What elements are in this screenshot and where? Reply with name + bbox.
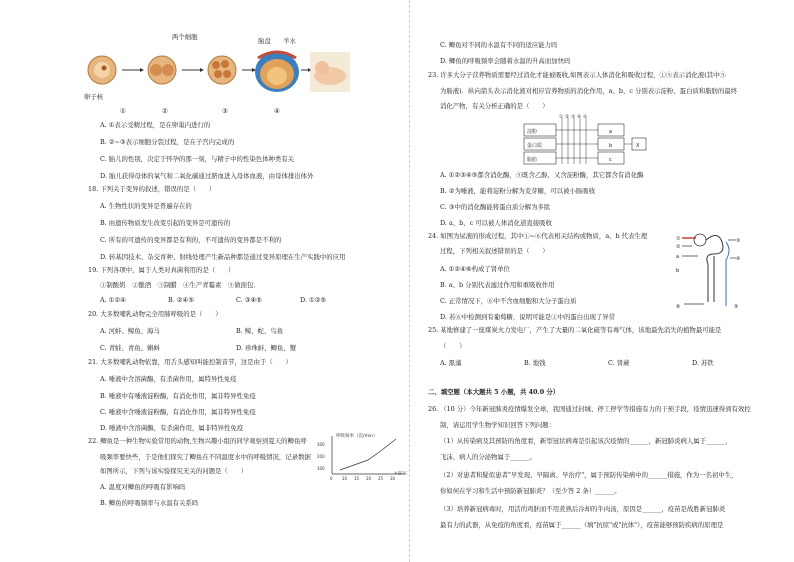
q22-xtick-30: 30: [390, 476, 396, 481]
q21-option-a: A. 唾液中含溶菌酶，有杀菌作用，属特异性免疫: [100, 375, 237, 383]
q18-option-d: D. 转基因技术、杂交育种、射线处理产生新品种都是通过变异原理在生产实践中的应用: [100, 253, 346, 261]
q25-option-d: D. 苏铁: [692, 359, 714, 367]
q22-option-b: B. 鲫鱼的呼吸频率与水温有关系吗: [100, 499, 199, 507]
q22-chart-title: 呼吸频率（次/min）: [336, 434, 378, 439]
q23-line-1: 23. 许多大分子营养物质需要经过消化才能被吸收,如图表示人体消化和吸收过程，①⑤表示消化液(其中⑤: [428, 71, 726, 79]
q23-out-c: c: [609, 157, 612, 163]
fig-number-2: ②: [162, 107, 168, 115]
q26-line-1: 26. （10 分）今年新冠肺炎疫情爆发全球，我国通过封城、停工停学等措施有力的干预手段，疫情迅速得到有效控: [428, 405, 751, 413]
q23-col-2: ②: [565, 115, 570, 120]
q23-diagram-svg: [508, 114, 658, 168]
q22-chart: [312, 430, 412, 484]
q23-option-c: C. ③中的消化酶能将蛋白质分解为多肽: [440, 203, 551, 211]
q24-option-c: C. 正常情况下，⑥中不含血细胞和大分子蛋白质: [440, 297, 577, 305]
q22-ytick-200: 200: [317, 454, 325, 459]
q22-ytick-100: 100: [317, 466, 325, 471]
q22-line-3: 如图所示，下列与该实验探究无关的问题是（ ）: [100, 467, 247, 475]
q18-option-a: A. 生物性状的变异是普遍存在的: [100, 202, 192, 210]
q23-col-5: ⑤: [583, 115, 588, 120]
q19-items: ①制酸奶 ②酿酒 ③制醋 ④生产青霉素 ⑤做面包．: [100, 281, 260, 289]
q22-x-unit: 水温/°C: [394, 471, 407, 475]
q19-option-a: A. ①②④: [100, 296, 126, 304]
q23-col-3: ③: [571, 115, 576, 120]
q23-row-fat: 脂肪: [527, 157, 538, 163]
q24-label-b: b: [676, 268, 680, 274]
q24-vein: [726, 242, 729, 306]
q22-line-2: 吸频率要快些，于是他们探究了鲫鱼在不同温度水中的呼吸情况，记录数据: [100, 453, 311, 461]
q18-stem: 18. 下列关于变异的叙述，错误的是（ ）: [88, 185, 216, 193]
q25-option-b: B. 地钱: [524, 359, 546, 367]
q21-option-b: B. 唾液中有唾液淀粉酶，有消化作用，属非特异性免疫: [100, 392, 256, 400]
q24-label-1: ①: [676, 236, 681, 242]
q23-digestion-diagram: [508, 114, 658, 168]
q20-option-d: D. 珍珠蚌、鲫鱼、蟹: [236, 344, 297, 352]
q23-option-b: B. ②为唾液，能将淀粉分解为麦芽糖，可以被小肠吸收: [440, 187, 596, 195]
q22-option-c: C. 鲫鱼对不同的水温有不同的适应能力吗: [440, 41, 558, 49]
q24-label-2: ②: [676, 244, 681, 250]
q20-option-a: A. 河蚌、鲸鱼、海马: [100, 327, 160, 335]
q24-line-1: 24. 如图为尿液的形成过程，其中①~⑥代表相关结构或物质，a、b 代表生理: [428, 232, 648, 240]
egg-nucleus-shape: [94, 62, 110, 78]
q23-col-1: ①: [559, 115, 564, 120]
q24-option-a: A. ①②④⑥构成了肾单位: [440, 265, 510, 273]
q24-glomerulus: [694, 234, 706, 246]
q22-line-1: 22. 鲫鱼是一种生物实验常用的动物,生物兴趣小组的同学观察到夏天的鲫鱼呼: [88, 437, 307, 445]
q23-out-a: a: [609, 129, 613, 135]
fig-number-4: ④: [274, 107, 280, 115]
q20-stem: 20. 大多数哺乳动物完全用肺呼吸的是（ ）: [88, 310, 222, 318]
fig-label-amniotic: 羊水: [283, 37, 296, 45]
q20-option-c: C. 青蛙、青鱼、蝌蚪: [100, 344, 160, 352]
q22-ytick-300: 300: [317, 442, 325, 447]
fig-number-1: ①: [120, 107, 126, 115]
q21-stem: 21. 大多数哺乳动物依靠，用舌头感知叫能控制音节，这是由于（ ）: [88, 358, 292, 366]
q26-line-4: 飞沫、病人的分泌物属于______。: [440, 453, 536, 461]
q26-line-8: 最有力的武器，从免疫的角度看，疫苗属于______（填"抗原"或"抗体"），疫苗能够预防疾病的原理是: [440, 521, 724, 529]
cell-a-shape: [150, 64, 162, 76]
q24-label-6: ⑥: [676, 304, 681, 310]
q24-option-d: D. 若⑥中检测到有葡萄糖，说明可能是①中的蛋白出现了异常: [440, 313, 616, 321]
q26-line-5: （2）对患者和疑似患者"早发现、早隔离、早治疗"，属于预防传染病中的______措施，作为一名初中生，: [440, 471, 738, 479]
q25-option-c: C. 肾蕨: [608, 359, 630, 367]
q22-xtick-25: 25: [378, 476, 384, 481]
morula-shape: [208, 56, 236, 84]
q18-option-c: C. 所有的可遗传的变异都是有利的，不可遗传的变异都是不利的: [100, 236, 282, 244]
embryo-development-figure: [82, 33, 352, 118]
q19-option-d: D. ①②⑤: [300, 296, 327, 304]
q24-nephron-svg: [674, 228, 744, 314]
q26-line-2: 制，请运用学生物学知识回答下列问题：: [440, 421, 556, 429]
q23-row-starch: 淀粉: [527, 129, 538, 135]
q19-option-c: C. ③④⑤: [236, 296, 262, 304]
q25-line-1: 25. 某地修建了一座煤炭火力发电厂，产生了大量的二氧化硫等有毒气体，该地最先消失的植物最可能是: [428, 326, 722, 334]
q24-label-5: ⑤: [734, 304, 739, 310]
q22-option-a: A. 温度对鲫鱼的呼吸有影响吗: [100, 483, 186, 491]
q23-line-2: 为肠液)．纵向箭头表示消化液对相应营养物质的消化作用，a、b、c 分别表示淀粉、蛋白质和脂肪的最终: [440, 87, 738, 95]
q23-out-b: b: [609, 143, 613, 149]
q26-line-3: （1）从传染病及其预防的角度看，新型冠状病毒是引起该次疫情的______，新冠肺炎病人属于______，: [440, 437, 732, 445]
q21-option-c: C. 唾液中含唾液淀粉酶，有消化作用，属非特异性免疫: [100, 408, 256, 416]
q24-option-b: B. a、b 分别代表滤过作用和重吸收作用: [440, 281, 555, 289]
fig-label-two-cells: 两个细胞: [172, 33, 198, 41]
section-title-fill-in: 二、填空题（本大题共 5 小题，共 40.0 分）: [428, 388, 560, 396]
fig-number-3: ③: [222, 107, 228, 115]
q24-label-4: ④: [736, 256, 741, 262]
q26-line-6: 你如何在学习和生活中预防新冠肺炎？（至少答 2 条）______。: [440, 487, 621, 495]
q22-option-d: D. 鲫鱼的呼吸频率会随着水温的升高而加快吗: [440, 57, 571, 65]
q22-xtick-10: 10: [342, 476, 348, 481]
q22-xtick-0: 0: [330, 476, 333, 481]
q23-option-a: A. ①②③④⑤都含消化酶，⑤既含乙醇，又含淀粉酶，其它都含有消化酶: [440, 171, 644, 179]
q22-xtick-15: 15: [354, 476, 360, 481]
cell-b-shape: [162, 64, 174, 76]
q22-chart-svg: [312, 430, 412, 484]
q17-option-b: B. ②~③表示细胞分裂过程，是在子宫内完成的: [100, 138, 235, 146]
q24-label-a: a: [676, 254, 680, 260]
q23-line-3: 消化产物，有关分析正确的是（ ）: [440, 102, 549, 110]
q17-option-a: A. ①表示受精过程，是在卵巢内进行的: [100, 121, 211, 129]
q20-option-b: B. 鲸、蛇、鸟鱼: [236, 327, 284, 335]
q24-nephron-figure: [674, 228, 744, 314]
q23-col-4: ④: [577, 115, 582, 120]
q18-option-b: B. 由遗传物质发生改变引起的变异是可遗传的: [100, 219, 231, 227]
fig-label-egg: 卵子核: [84, 93, 104, 101]
q23-row-protein: 蛋白质: [527, 143, 543, 149]
q25-option-a: A. 黑藻: [440, 359, 462, 367]
baby-head-shape: [315, 61, 329, 75]
q23-option-d: D. a、b、c 可以被人体消化道直接吸收: [440, 219, 552, 227]
q17-option-c: C. 胎儿的性别，决定于怀孕的那一刻，与精子中的性染色体种类有关: [100, 155, 295, 163]
q22-xtick-20: 20: [366, 476, 372, 481]
q21-option-d: D. 唾液中含溶菌酶，有杀菌作用，属非特异性免疫: [100, 424, 244, 432]
q17-option-d: D. 胎儿获得母体的氧气和二氧化碳通过脐血进入母体血液，由母体排出体外: [100, 172, 314, 180]
q25-line-2: （ ）: [440, 342, 466, 350]
q19-stem: 19. 下列各项中，属于人类对真菌利用的是（ ）: [88, 266, 235, 274]
q23-out-x: X: [636, 143, 640, 149]
q24-label-3: ③: [736, 238, 741, 244]
q22-curve: [340, 439, 396, 470]
q19-option-b: B. ②④⑤: [168, 296, 194, 304]
egg-core-shape: [102, 66, 107, 71]
fig-label-placenta: 胎盘: [258, 37, 271, 45]
q24-line-2: 过程，下列相关叙述错误的是（ ）: [440, 247, 549, 255]
fetus-shape: [267, 67, 287, 85]
q26-line-7: （3）培养新冠病毒时，用活的鸡胚而不用煮熟后冷却的牛肉汤，原因是______，疫苗是战胜新冠肺炎: [440, 505, 726, 513]
